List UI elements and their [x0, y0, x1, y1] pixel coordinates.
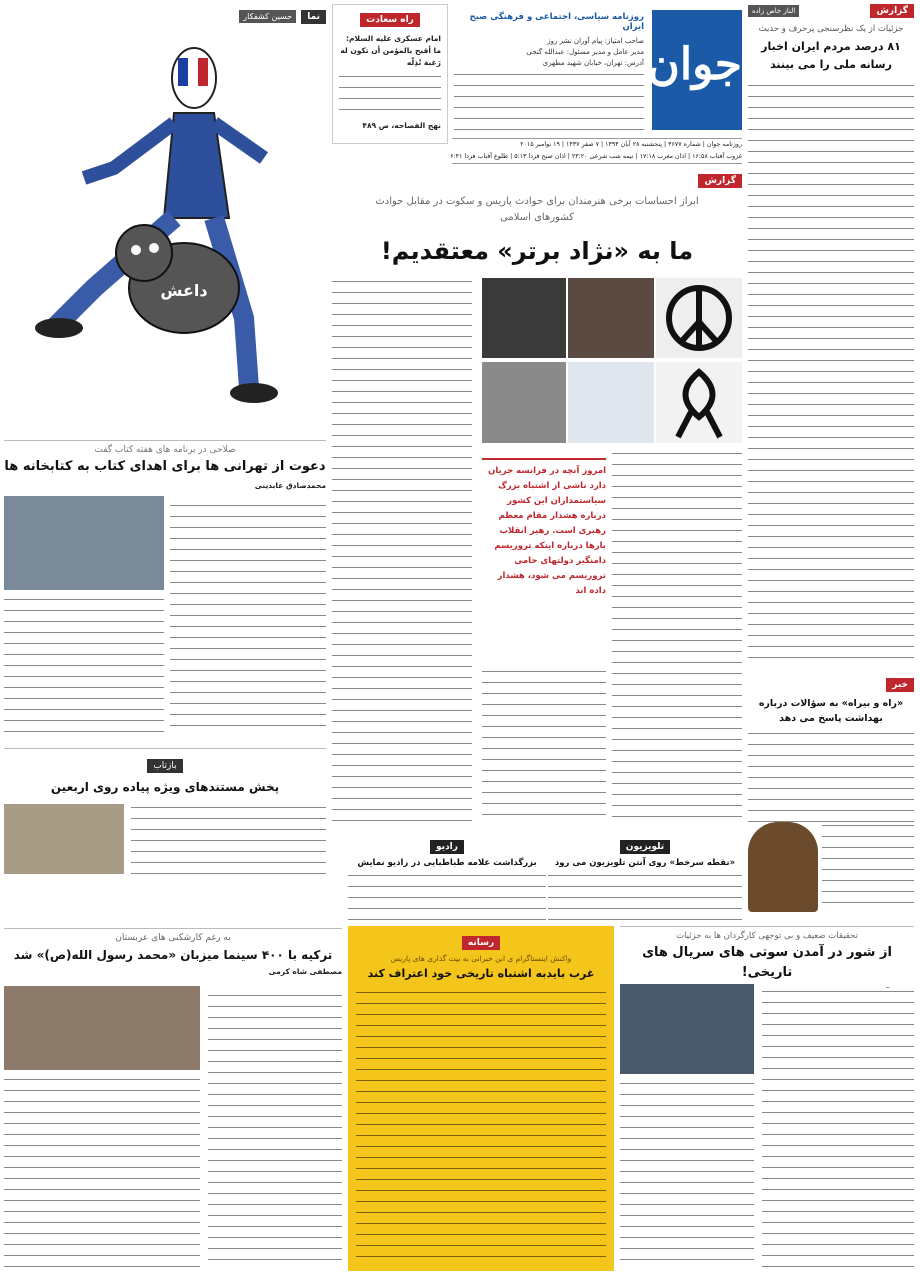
main-tag: گزارش [698, 174, 742, 188]
book-headline: دعوت از تهرانی ها برای اهدای کتاب به کتابخانه ها [4, 459, 326, 474]
kicker: جزئیات از یک نظرسنجی پرحرف و حدیث [758, 24, 904, 34]
ribbon-image [656, 362, 742, 443]
tv-tag: تلویزیون [620, 840, 670, 854]
baztab-body [131, 804, 326, 876]
author-name: الناز خاص زاده [748, 5, 799, 17]
br-headline: از شور در آمدن سوتی های سریال های تاریخی! [642, 945, 892, 980]
logo [647, 10, 742, 130]
main-body-col-mid [482, 668, 606, 823]
rubble-image [482, 362, 566, 443]
article-body [748, 82, 914, 667]
bl-kicker: به رغم کارشکنی های عربستان [115, 933, 231, 943]
masthead-info [454, 12, 644, 132]
tv-body [548, 872, 742, 924]
baztab-story [4, 748, 326, 878]
main-kicker: ابراز احساسات برخی هنرمندان برای حوادث پاریس و سکوت در مقابل حوادث کشورهای اسلامی [375, 196, 699, 223]
masthead [452, 6, 742, 166]
bl-photo [4, 986, 200, 1070]
book-author: محمدصادق عابدینی [254, 481, 326, 490]
book-body-left [4, 596, 164, 736]
main-headline: ما به «نژاد برتر» معتقدیم! [380, 237, 694, 265]
bl-body-left [4, 1076, 200, 1270]
bl-author: مصطفی شاه کرمی [268, 967, 342, 976]
bl-headline: ترکیه با ۴۰۰ سینما میزبان «محمد رسول الله(ص)» شد [13, 948, 333, 962]
issue-bar [452, 138, 742, 164]
bottom-right-story [620, 926, 914, 1271]
book-story [4, 440, 326, 740]
bottom-left-story [4, 928, 342, 1271]
cartoon-image [14, 28, 314, 418]
social-post-image [568, 362, 654, 443]
news-body [748, 730, 914, 825]
media-headline: غرب بایدبه اشتباه تاریخی خود اعتراف کند [367, 967, 595, 980]
logo-text: جوان [647, 39, 742, 90]
section-tag: گزارش [870, 4, 914, 18]
quote-body [339, 73, 441, 117]
main-lead [482, 458, 606, 658]
headline: ۸۱ درصد مردم ایران اخبار رسانه ملی را می بینند [761, 40, 901, 71]
quote-source: نهج الفصاحه، ص ۴۸۹ [362, 121, 441, 130]
cartoon-author: حسین کشفکار [239, 10, 296, 23]
quote-text: امام عسکری علیه السلام: ما أقبح بالمؤمن أن تكون له رَغبة تُذِلّه [340, 34, 441, 67]
protest-image [482, 278, 566, 358]
br-body-left [620, 1080, 754, 1270]
main-body-col-left [332, 278, 472, 823]
crowd-image [568, 278, 654, 358]
news-body-2 [822, 822, 914, 912]
br-photo [620, 984, 754, 1074]
quote-tag: راه سعادت [360, 13, 420, 27]
media-story [348, 926, 614, 1271]
masthead-publisher: صاحب امتیاز: پیام آوران نشر روز [547, 37, 644, 45]
media-body [356, 989, 606, 1259]
news-tag: خبر [886, 678, 914, 692]
main-story [332, 168, 742, 828]
cartoon-panel [4, 4, 326, 424]
radio-story [348, 834, 546, 918]
cartoon-tag: نما [301, 10, 326, 24]
radio-headline: بزرگداشت علامه طباطبایی در رادیو نمایش [357, 858, 537, 868]
bl-body-right [208, 992, 342, 1270]
tv-headline: «نقطه سرخط» روی آنتن تلویزیون می رود [554, 858, 736, 868]
main-photo-collage [482, 278, 742, 443]
top-right-column [748, 4, 914, 664]
masthead-tagline: روزنامه سیاسی، اجتماعی و فرهنگی صبح ایران [469, 12, 644, 32]
masthead-details [454, 71, 644, 137]
baztab-tag: بازتاب [147, 759, 182, 773]
quote-box [332, 4, 448, 144]
book-photo [4, 496, 164, 590]
masthead-manager: مدیر عامل و مدیر مسئول: عبدالله گنجی [526, 48, 644, 56]
br-kicker: تحقیقات ضعیف و بی توجهی کارگردان ها به جزئیات [676, 931, 858, 941]
news-story [748, 672, 914, 917]
main-body-col-right [612, 450, 742, 823]
issue-line-1: روزنامه جوان | شماره ۴۶۷۷ | پنجشنبه ۲۸ آبان ۱۳۹۴ | ۷ صفر ۱۴۳۷ | ۱۹ نوامبر ۲۰۱۵ [520, 141, 742, 148]
issue-line-2: غروب آفتاب ۱۶:۵۸ | اذان مغرب ۱۷:۱۸ | نیمه شب شرعی ۲۳:۲۰ | اذان صبح فردا ۵:۱۳ | طلوع آفتاب فردا ۶:۴۱ [450, 153, 742, 160]
radio-tag: رادیو [430, 840, 464, 854]
main-lead-text: امروز آنچه در فرانسه جریان دارد ناشی از اشتباه بزرگ سیاستمداران این کشور درباره هشدار مقام معظم رهبری است. رهبر انقلاب بارها درباره اینکه تروریسم دامنگیر دولتهای حامی تروریسم می شود، هشدار داده اند [488, 466, 606, 596]
book-body-right [170, 502, 326, 736]
media-kicker: واکنش اینستاگرام ی ابن خبرانی به بیت گذاری های پاریس [390, 954, 572, 963]
baztab-photo [4, 804, 124, 874]
masthead-address: آدرس: تهران، خیابان شهید مطهری [542, 59, 644, 67]
br-body-right [762, 988, 914, 1270]
baztab-headline: پخش مستندهای ویژه پیاده روی اربعین [50, 780, 280, 794]
book-kicker: صلاحی در برنامه های هفته کتاب گفت [94, 445, 236, 455]
cartoon-label: داعش [160, 281, 208, 300]
news-headline: «راه و بیراه» به سؤالات درباره بهداشت پاسخ می دهد [758, 698, 904, 724]
media-tag: رسانه [462, 936, 500, 950]
tv-story [548, 834, 742, 918]
radio-body [348, 872, 546, 924]
radio-photo [748, 822, 818, 912]
peace-symbol-image [656, 278, 742, 358]
